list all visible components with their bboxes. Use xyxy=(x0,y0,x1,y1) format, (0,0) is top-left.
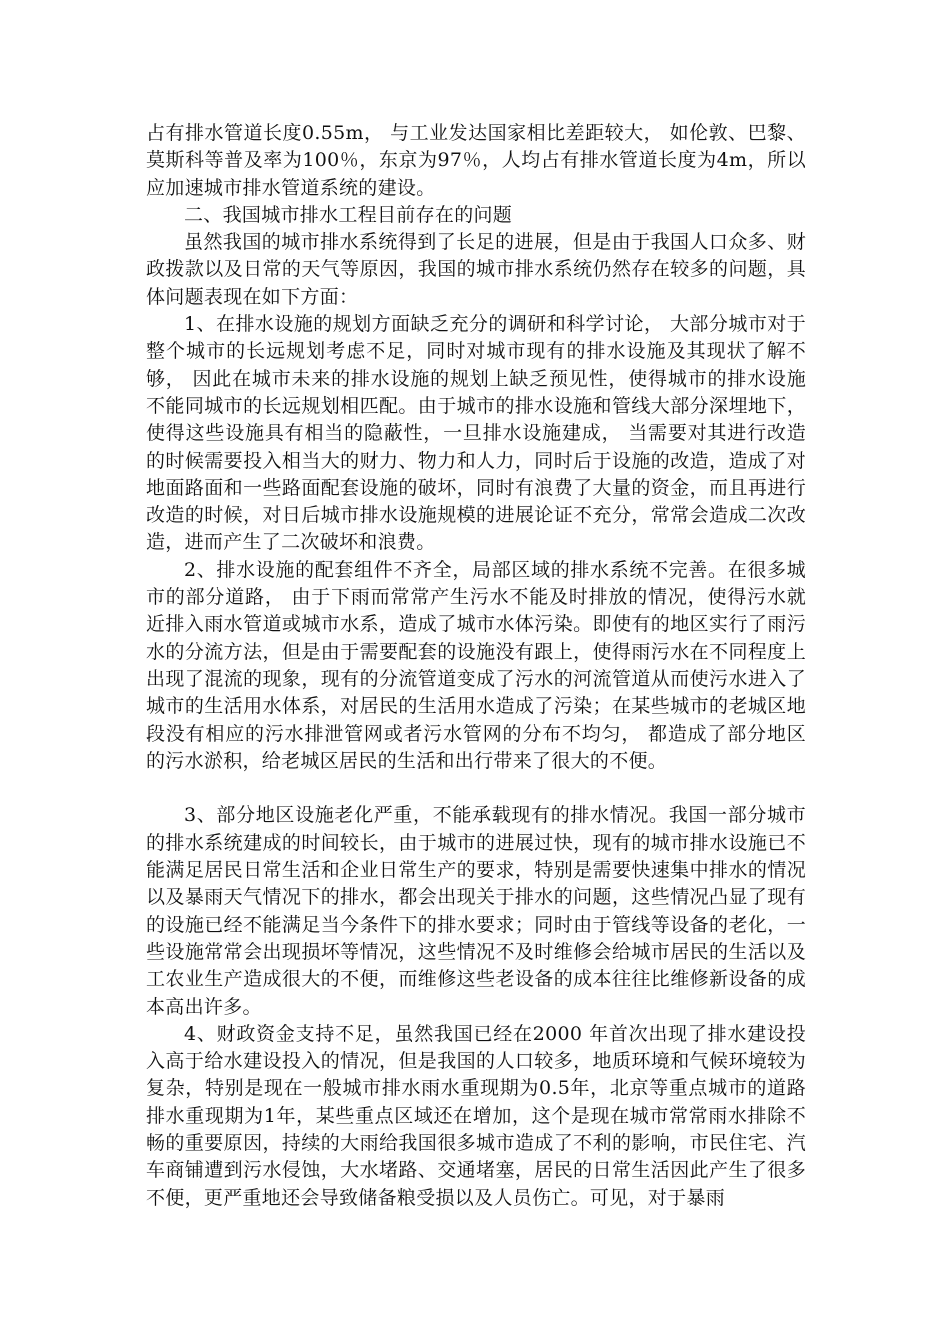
paragraph-intro: 虽然我国的城市排水系统得到了长足的进展，但是由于我国人口众多、财政拨款以及日常的天气等原因，我国的城市排水系统仍然存在较多的问题，具体问题表现在如下方面： xyxy=(146,231,806,308)
paragraph-item-2: 2、排水设施的配套组件不齐全，局部区域的排水系统不完善。在很多城市的部分道路， 由于下雨而常常产生污水不能及时排放的情况，使得污水就近排入雨水管道或城市水系，造成了城市水体污染。即使有的地区实行了雨污水的分流方法，但是由于需要配套的设施没有跟上，使得雨污水在不同程度上出现了混流的现象，现有的分流管道变成了污水的河流管道从而使污水进入了城市的生活用水体系，对居民的生活用水造成了污染；在某些城市的老城区地段没有相应的污水排泄管网或者污水管网的分布不均匀， 都造成了部分地区的污水淤积，给老城区居民的生活和出行带来了很大的不便。 xyxy=(146,558,806,772)
paragraph-item-3: 3、部分地区设施老化严重，不能承载现有的排水情况。我国一部分城市的排水系统建成的时间较长，由于城市的进展过快，现有的城市排水设施已不能满足居民日常生活和企业日常生产的要求，特别是需要快速集中排水的情况以及暴雨天气情况下的排水，都会出现关于排水的问题，这些情况凸显了现有的设施已经不能满足当今条件下的排水要求；同时由于管线等设备的老化，一些设施常常会出现损坏等情况，这些情况不及时维修会给城市居民的生活以及工农业生产造成很大的不便，而维修这些老设备的成本往往比维修新设备的成本高出许多。 xyxy=(146,804,806,1018)
document-body xyxy=(146,120,806,1212)
section-heading: 二、我国城市排水工程目前存在的问题 xyxy=(184,203,513,226)
paragraph-item-4: 4、财政资金支持不足，虽然我国已经在2000 年首次出现了排水建设投入高于给水建设投入的情况，但是我国的人口较多，地质环境和气候环境较为复杂，特别是现在一般城市排水雨水重现期为0.5年，北京等重点城市的道路排水重现期为1年，某些重点区域还在增加，这个是现在城市常常雨水排除不畅的重要原因，持续的大雨给我国很多城市造成了不利的影响，市民住宅、汽车商铺遭到污水侵蚀，大水堵路、交通堵塞，居民的日常生活因此产生了很多不便，更严重地还会导致储备粮受损以及人员伤亡。可见，对于暴雨 xyxy=(146,1022,806,1209)
paragraph-item-1: 1、在排水设施的规划方面缺乏充分的调研和科学讨论， 大部分城市对于整个城市的长远规划考虑不足，同时对城市现有的排水设施及其现状了解不够， 因此在城市未来的排水设施的规划上缺乏预见性，使得城市的排水设施不能同城市的长远规划相匹配。由于城市的排水设施和管线大部分深埋地下，使得这些设施具有相当的隐蔽性，一旦排水设施建成， 当需要对其进行改造的时候需要投入相当大的财力、物力和人力，同时后于设施的改造，造成了对地面路面和一些路面配套设施的破坏，同时有浪费了大量的资金，而且再进行改造的时候，对日后城市排水设施规模的进展论证不充分，常常会造成二次改造，进而产生了二次破坏和浪费。 xyxy=(146,313,806,554)
paragraph-continuation: 占有排水管道长度0.55m， 与工业发达国家相比差距较大， 如伦敦、巴黎、莫斯科等普及率为100％，东京为97％，人均占有排水管道长度为4m，所以应加速城市排水管道系统的建设。 xyxy=(146,122,806,199)
